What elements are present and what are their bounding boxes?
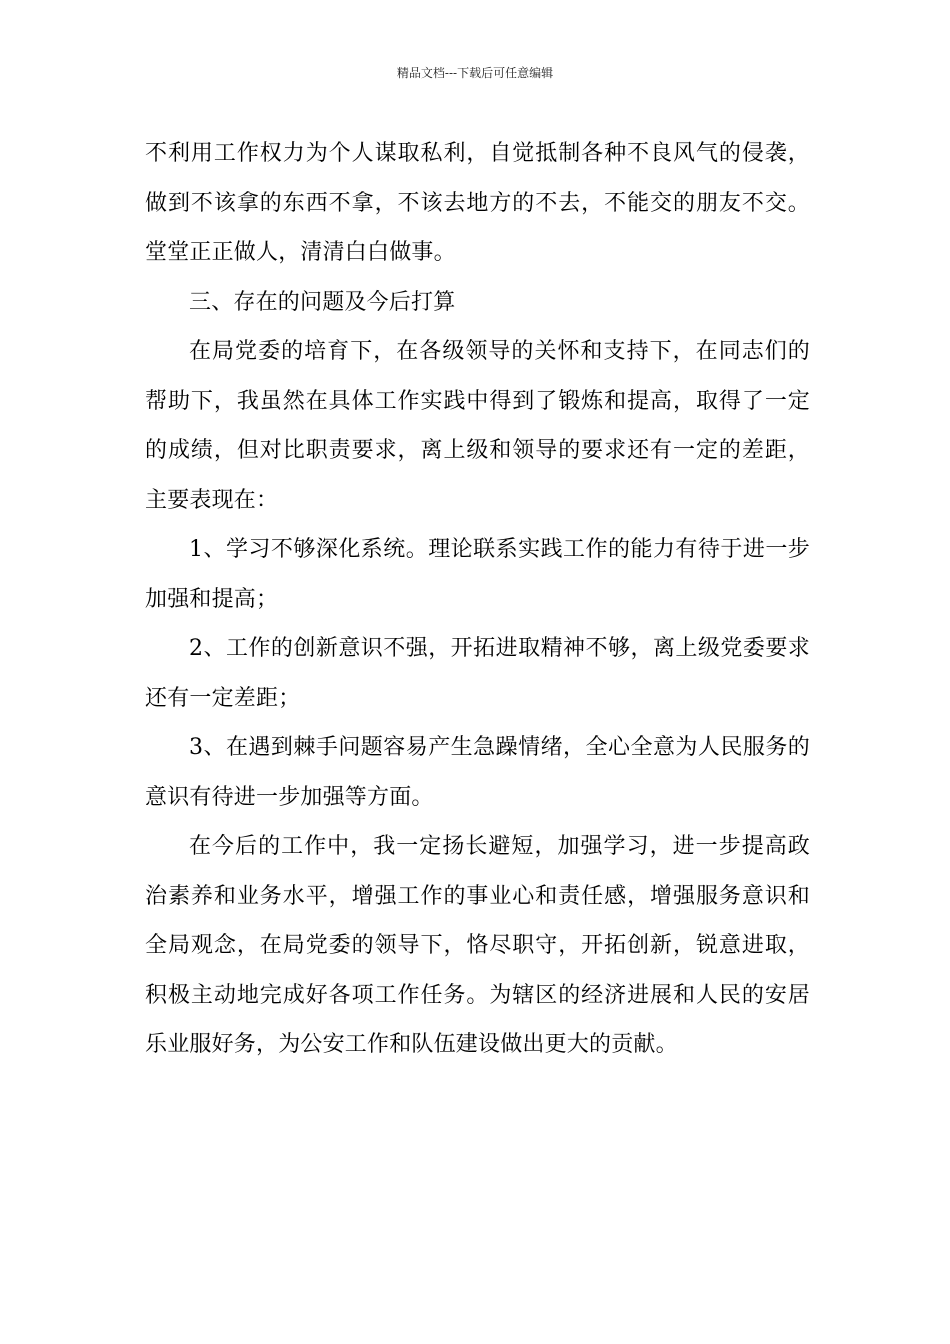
paragraph-continuation: 不利用工作权力为个人谋取私利，自觉抵制各种不良风气的侵袭，做到不该拿的东西不拿，不该去地方的不去，不能交的朋友不交。堂堂正正做人，清清白白做事。 xyxy=(145,141,810,265)
paragraph-conclusion: 在今后的工作中，我一定扬长避短，加强学习，进一步提高政治素养和业务水平，增强工作的事业心和责任感，增强服务意识和全局观念，在局党委的领导下，恪尽职守，开拓创新，锐意进取，积极主动地完成好各项工作任务。为辖区的经济进展和人民的安居乐业服好务，为公安工作和队伍建设做出更大的贡献。 xyxy=(145,834,810,1057)
list-item-2: 2、工作的创新意识不强，开拓进取精神不够，离上级党委要求还有一定差距； xyxy=(145,636,810,711)
document-body xyxy=(145,129,810,1070)
paragraph-intro: 在局党委的培育下，在各级领导的关怀和支持下，在同志们的帮助下，我虽然在具体工作实践中得到了锻炼和提高，取得了一定的成绩，但对比职责要求，离上级和领导的要求还有一定的差距，主要表现在： xyxy=(145,339,810,513)
list-item-3: 3、在遇到棘手问题容易产生急躁情绪，全心全意为人民服务的意识有待进一步加强等方面。 xyxy=(145,735,810,810)
list-item-1: 1、学习不够深化系统。理论联系实践工作的能力有待于进一步加强和提高； xyxy=(145,537,810,612)
section-heading: 三、存在的问题及今后打算 xyxy=(189,289,456,315)
page-header: 精品文档---下载后可任意编辑 xyxy=(396,66,554,80)
